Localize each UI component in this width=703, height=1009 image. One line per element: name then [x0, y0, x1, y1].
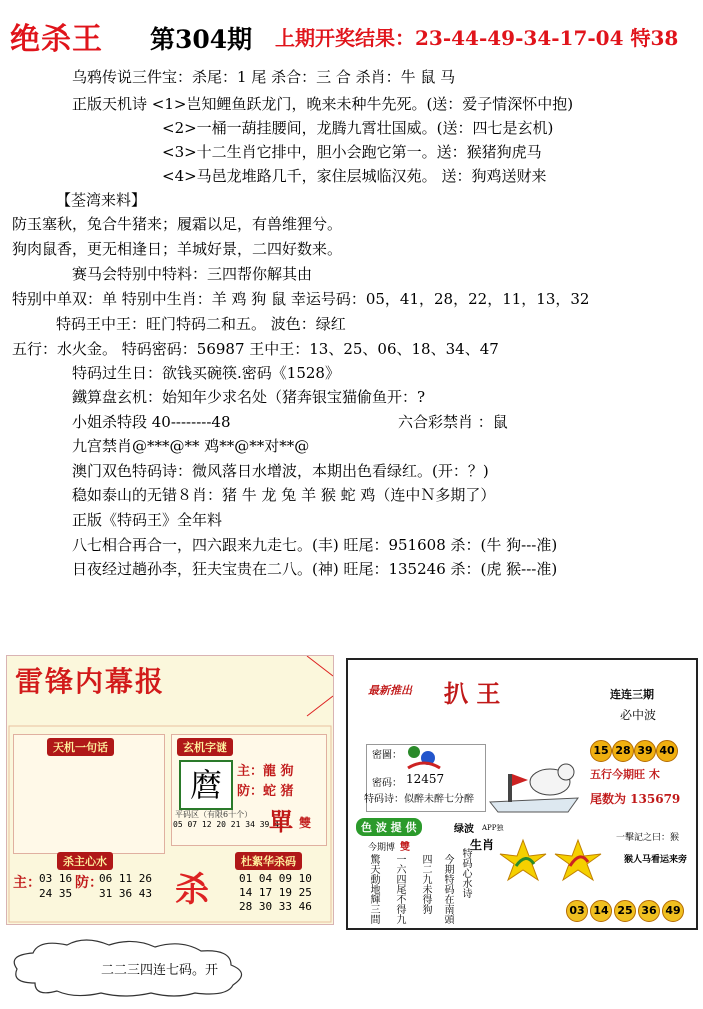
dan-char: 單 — [269, 807, 293, 836]
line-crow-legend: 乌鸦传说三件宝：杀尾：1 尾 杀合：三 合 杀肖：牛 鼠 马 — [72, 68, 456, 86]
line-nine-palace: 九宫禁肖@***@** 鸡**@**对**@ — [72, 437, 310, 455]
new-label: 最新推出 — [368, 684, 412, 697]
weishu-text: 尾数为 135679 — [590, 792, 681, 806]
cloud-text: 二二三四连七码。开 — [101, 963, 219, 978]
bottom-ball-3: 25 — [614, 900, 636, 922]
poem-value: 似醉未醉七分醉 — [404, 794, 474, 805]
polar-bear-illustration — [488, 752, 584, 816]
line-tianji-2: <2>一桶一葫挂腰间，龙腾九霄壮国威。(送：四七是玄机) — [162, 119, 554, 137]
fang-nums-row2: 31 36 43 — [99, 887, 152, 900]
brand-title: 绝杀王 — [10, 22, 103, 57]
fang-nums-row1: 06 11 26 — [99, 872, 152, 885]
line-eight-zodiac: 稳如泰山的无错８肖：猪 牛 龙 兔 羊 猴 蛇 鸡（连中Ｎ多期了） — [72, 486, 496, 504]
cloud-callout — [5, 937, 255, 999]
line-poem-2: 狗肉鼠香，更无相逢日；羊城好景，二四好数来。 — [12, 240, 343, 258]
zhu-nums-row1: 03 16 — [39, 872, 73, 885]
sha-row-2: 14 17 19 25 — [239, 886, 312, 899]
vertical-text-3: 四二九未得狗 — [420, 854, 431, 914]
mitu-icons — [404, 744, 464, 774]
shazhu-ribbon: 杀主心水 — [57, 852, 113, 870]
fang-value: 蛇 猪 — [263, 784, 294, 799]
shengxiao-label: 生肖 — [470, 838, 495, 852]
sha-char: 杀 — [175, 870, 209, 910]
vertical-text-2: 一六四尾不得九 — [394, 854, 405, 924]
bottom-ball-5: 49 — [662, 900, 684, 922]
line-annual: 正版《特码王》全年料 — [72, 511, 223, 529]
dragon-illustration — [498, 836, 608, 896]
poem-label: 特码诗： — [364, 794, 404, 805]
top-ball-2: 28 — [612, 740, 634, 762]
zhu-nums-label: 主： — [13, 875, 41, 891]
must-label: 必中波 — [620, 708, 657, 722]
shuang-label: 雙 — [400, 842, 410, 853]
vertical-text-1: 驚天動地輝三間 — [368, 854, 379, 924]
pinghua-label: 平码区（有限6十个） — [175, 810, 253, 819]
mima-value: 12457 — [406, 772, 445, 786]
line-quanwan: 【荃湾来料】 — [56, 191, 147, 209]
line-king: 特码王中王：旺门特码二和五。 波色：绿红 — [56, 315, 346, 333]
duxu-ribbon: 杜絮华杀码 — [235, 852, 302, 870]
zhu-label: 主： — [237, 764, 264, 779]
line-horse-special: 赛马会特别中特料：三四帮你解其由 — [72, 265, 313, 283]
wuxing-text: 五行今期旺 木 — [590, 768, 660, 781]
line-forbidden: 六合彩禁肖 ：鼠 — [398, 413, 508, 431]
line-tianji-3: <3>十二生肖它排中，胆小会跑它第一。送：猴猪狗虎马 — [162, 143, 542, 161]
line-single-double: 特别中单双：单 特别中生肖：羊 鸡 狗 鼠 幸运号码：05，41，28，22，11，13，32 — [12, 290, 590, 308]
sha-row-1: 01 04 09 10 — [239, 872, 312, 885]
zhu-nums-row2: 24 35 — [39, 887, 73, 900]
line-birthday: 特码过生日：欲钱买碗筷.密码《1528》 — [72, 364, 340, 382]
riddle-ribbon: 玄机字谜 — [177, 738, 233, 756]
vertical-text-4: 今期特码在南頭 — [442, 854, 453, 924]
jinqi-label: 今期博 — [368, 843, 396, 853]
line-wuxing: 五行：水火金。 特码密码：56987 王中王：13、25、06、18、34、47 — [12, 340, 499, 358]
last-result: 上期开奖结果：23-44-49-34-17-04 特38 — [275, 26, 679, 50]
top-ball-4: 40 — [656, 740, 678, 762]
issue-number: 第304期 — [150, 25, 253, 54]
line-tianji-4: <4>马邑龙堆路几千，家住层城临汉苑。 送：狗鸡送财来 — [162, 167, 547, 185]
bottom-ball-2: 14 — [590, 900, 612, 922]
mima-label: 密码： — [372, 778, 402, 789]
bawang-panel — [346, 658, 698, 930]
line-87-combo: 八七相合再合一，四六跟来九走七。(丰) 旺尾：951608 杀：(牛 狗---准) — [72, 536, 558, 554]
top-ball-1: 15 — [590, 740, 612, 762]
ji-text: 一擊記之曰：猴 — [616, 833, 680, 843]
fang-nums-label: 防： — [75, 875, 103, 891]
app-label: APP独 — [482, 824, 504, 832]
line-abacus: 鐵算盘玄机：始知年少求名处（猪奔银宝猫偷鱼开：? — [72, 388, 426, 406]
leifeng-panel — [6, 655, 334, 925]
line-macau-poem: 澳门双色特码诗：微风落日水增波，本期出色看绿红。(开：？) — [72, 462, 489, 480]
riddle-char: 麿 — [179, 760, 233, 810]
line-poem-1: 防玉塞秋，兔合牛猪来；履霜以足，有兽维狸兮。 — [12, 215, 343, 233]
bottom-ball-1: 03 — [566, 900, 588, 922]
mitu-label: 密圖： — [372, 750, 402, 761]
ji-text-2: 猴人马看运来旁 — [624, 855, 688, 865]
zhu-value: 龍 狗 — [263, 764, 294, 779]
leifeng-title: 雷锋内幕报 — [15, 665, 166, 698]
bottom-ball-4: 36 — [638, 900, 660, 922]
color-ribbon: 色 波 提 供 — [356, 818, 422, 836]
fang-label: 防： — [237, 784, 264, 799]
top-ball-3: 39 — [634, 740, 656, 762]
green-wave: 绿波 — [454, 824, 474, 835]
bawang-title: 扒 王 — [444, 679, 501, 708]
streak-label: 连连三期 — [610, 688, 654, 701]
tianji-ribbon: 天机一句话 — [47, 738, 114, 756]
pinghua-numbers: 05 07 12 20 21 34 39 41 — [173, 820, 284, 829]
sha-row-3: 28 30 33 46 — [239, 900, 312, 913]
line-kill-range: 小姐杀特段 40--------48 — [72, 413, 231, 431]
line-day-night: 日夜经过趟孙李，狂夫宝贵在二八。(神) 旺尾：135246 杀：(虎 猴---准) — [72, 560, 558, 578]
shuang-char: 雙 — [299, 816, 312, 830]
line-tianji-1: 正版天机诗 <1>岂知鲤鱼跃龙门，晚来未种牛先死。(送：爱子情深怀中抱) — [72, 95, 574, 113]
vertical-text-5: 特码心水诗 — [460, 848, 471, 898]
